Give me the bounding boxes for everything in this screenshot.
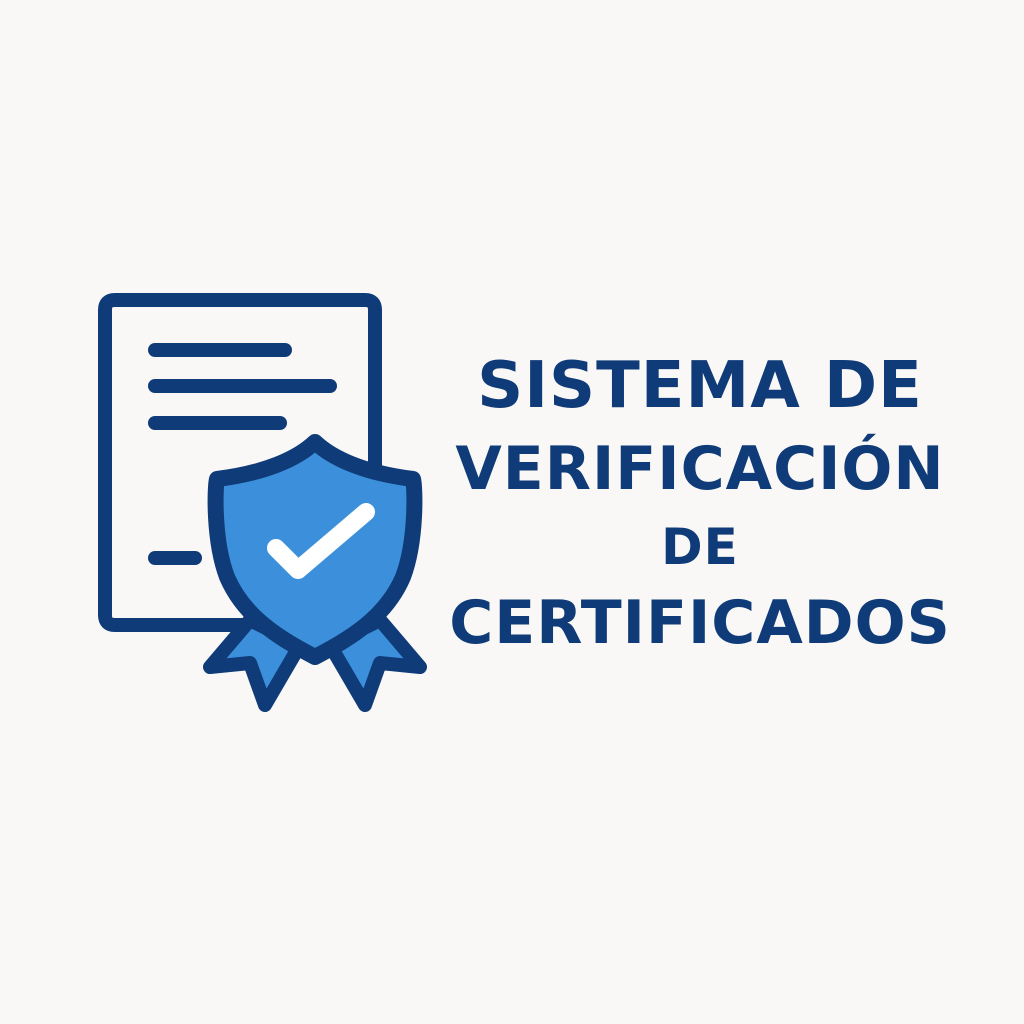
certificate-shield-icon (95, 285, 440, 720)
title-line-1: SISTEMA DE (477, 349, 923, 423)
title-line-3: DE (661, 518, 739, 576)
logo-title (440, 345, 960, 663)
title-line-2: VERIFICACIÓN (455, 434, 945, 504)
certificate-emblem (95, 285, 440, 720)
title-line-4: CERTIFICADOS (449, 588, 951, 658)
